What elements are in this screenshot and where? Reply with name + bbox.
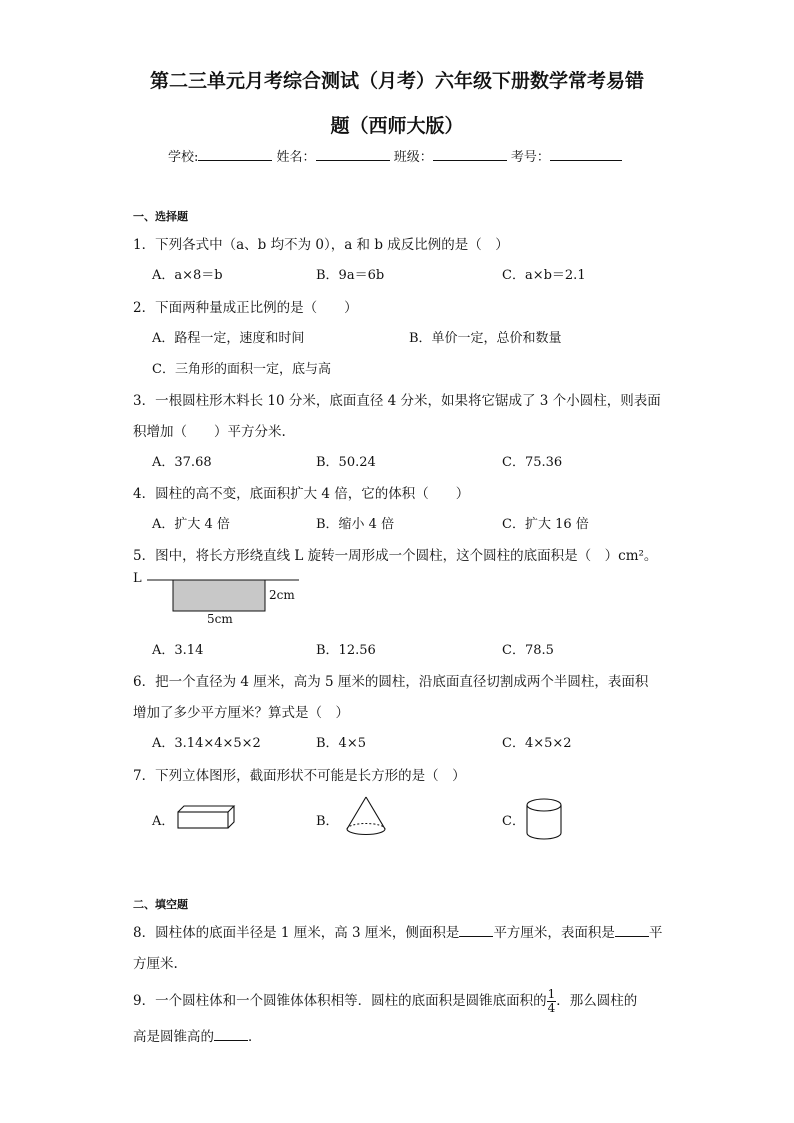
q6-option-a[interactable]: A．3.14×4×5×2 bbox=[152, 736, 261, 751]
q7-option-c[interactable]: C． bbox=[502, 814, 525, 829]
q9-text-a: 9．一个圆柱体和一个圆锥体体积相等．圆柱的底面积是圆锥底面积的 bbox=[133, 993, 547, 1009]
fraction-numerator: 1 bbox=[547, 987, 556, 1001]
height-label: 2cm bbox=[269, 588, 295, 602]
question-1: 1．下列各式中（a、b 均不为 0），a 和 b 成反比例的是（ ） bbox=[133, 237, 509, 253]
line-label-l: L bbox=[133, 571, 142, 586]
class-blank[interactable] bbox=[433, 147, 507, 161]
section-heading-fill: 二、填空题 bbox=[133, 898, 188, 911]
question-2: 2．下面两种量成正比例的是（ ） bbox=[133, 300, 358, 316]
q4-option-c[interactable]: C．扩大 16 倍 bbox=[502, 517, 589, 532]
cone-icon bbox=[343, 795, 389, 843]
school-blank[interactable] bbox=[198, 147, 272, 161]
name-label: 姓名： bbox=[276, 150, 316, 165]
question-3-line2: 积增加（ ）平方分米. bbox=[133, 424, 286, 440]
page-title: 第二三单元月考综合测试（月考）六年级下册数学常考易错 bbox=[149, 70, 644, 92]
question-7: 7．下列立体图形，截面形状不可能是长方形的是（ ） bbox=[133, 768, 466, 784]
q2-option-c[interactable]: C．三角形的面积一定，底与高 bbox=[152, 362, 331, 377]
exam-number-label: 考号： bbox=[510, 150, 550, 165]
question-4: 4．圆柱的高不变，底面积扩大 4 倍，它的体积（ ） bbox=[133, 486, 470, 502]
q8-text-a: 8．圆柱体的底面半径是 1 厘米，高 3 厘米，侧面积是 bbox=[133, 925, 460, 941]
question-3-line1: 3．一根圆柱形木料长 10 分米，底面直径 4 分米，如果将它锯成了 3 个小圆柱，则表面 bbox=[133, 393, 661, 409]
q7-option-b[interactable]: B． bbox=[316, 814, 339, 829]
q3-option-a[interactable]: A．37.68 bbox=[152, 455, 212, 470]
width-label: 5cm bbox=[207, 612, 233, 626]
question-9-line2 bbox=[133, 1025, 262, 1045]
question-6-line1: 6．把一个直径为 4 厘米，高为 5 厘米的圆柱，沿底面直径切割成两个半圆柱，表面积 bbox=[133, 674, 649, 690]
rectangle-shape bbox=[173, 580, 265, 611]
question-9-line1 bbox=[133, 988, 637, 1015]
q9-blank[interactable] bbox=[214, 1028, 248, 1041]
q1-option-c[interactable]: C．a×b＝2.1 bbox=[502, 268, 586, 283]
q1-option-b[interactable]: B．9a＝6b bbox=[316, 268, 385, 283]
cuboid-icon bbox=[176, 803, 238, 835]
q8-text-c: 平 bbox=[648, 925, 663, 941]
q8-blank-1[interactable] bbox=[459, 924, 493, 937]
exam-number-blank[interactable] bbox=[550, 147, 622, 161]
section-heading-choice: 一、选择题 bbox=[133, 210, 188, 223]
page-title-line2: 题（西师大版） bbox=[330, 115, 464, 137]
q3-option-c[interactable]: C．75.36 bbox=[502, 455, 563, 470]
q2-option-a[interactable]: A．路程一定，速度和时间 bbox=[152, 331, 305, 346]
question-5: 5．图中，将长方形绕直线 L 旋转一周形成一个圆柱，这个圆柱的底面积是（ ）cm²。 bbox=[133, 548, 658, 564]
q5-option-b[interactable]: B．12.56 bbox=[316, 643, 376, 658]
question-6-line2: 增加了多少平方厘米？算式是（ ） bbox=[133, 705, 349, 721]
q8-text-b: 平方厘米，表面积是 bbox=[493, 925, 615, 941]
class-label: 班级： bbox=[393, 150, 433, 165]
q9-text-b: ．那么圆柱的 bbox=[556, 993, 638, 1009]
q7-option-a[interactable]: A． bbox=[152, 814, 175, 829]
q1-option-a[interactable]: A．a×8＝b bbox=[152, 268, 223, 283]
q5-option-a[interactable]: A．3.14 bbox=[152, 643, 204, 658]
question-8-line2: 方厘米. bbox=[133, 956, 178, 972]
name-blank[interactable] bbox=[316, 147, 390, 161]
q4-option-b[interactable]: B．缩小 4 倍 bbox=[316, 517, 395, 532]
q6-option-c[interactable]: C．4×5×2 bbox=[502, 736, 572, 751]
q5-option-c[interactable]: C．78.5 bbox=[502, 643, 554, 658]
q3-option-b[interactable]: B．50.24 bbox=[316, 455, 376, 470]
q9-text-d: ． bbox=[248, 1029, 262, 1045]
q9-text-c: 高是圆锥高的 bbox=[133, 1029, 214, 1045]
q8-blank-2[interactable] bbox=[615, 924, 649, 937]
cylinder-icon bbox=[524, 797, 564, 847]
fraction-denominator: 4 bbox=[547, 1001, 556, 1015]
q6-option-b[interactable]: B．4×5 bbox=[316, 736, 366, 751]
question-8-line1 bbox=[133, 921, 662, 941]
school-label: 学校: bbox=[168, 150, 199, 165]
q2-option-b[interactable]: B．单价一定，总价和数量 bbox=[409, 331, 562, 346]
q4-option-a[interactable]: A．扩大 4 倍 bbox=[152, 517, 230, 532]
student-info bbox=[168, 146, 622, 165]
fraction-one-quarter bbox=[547, 988, 557, 1015]
